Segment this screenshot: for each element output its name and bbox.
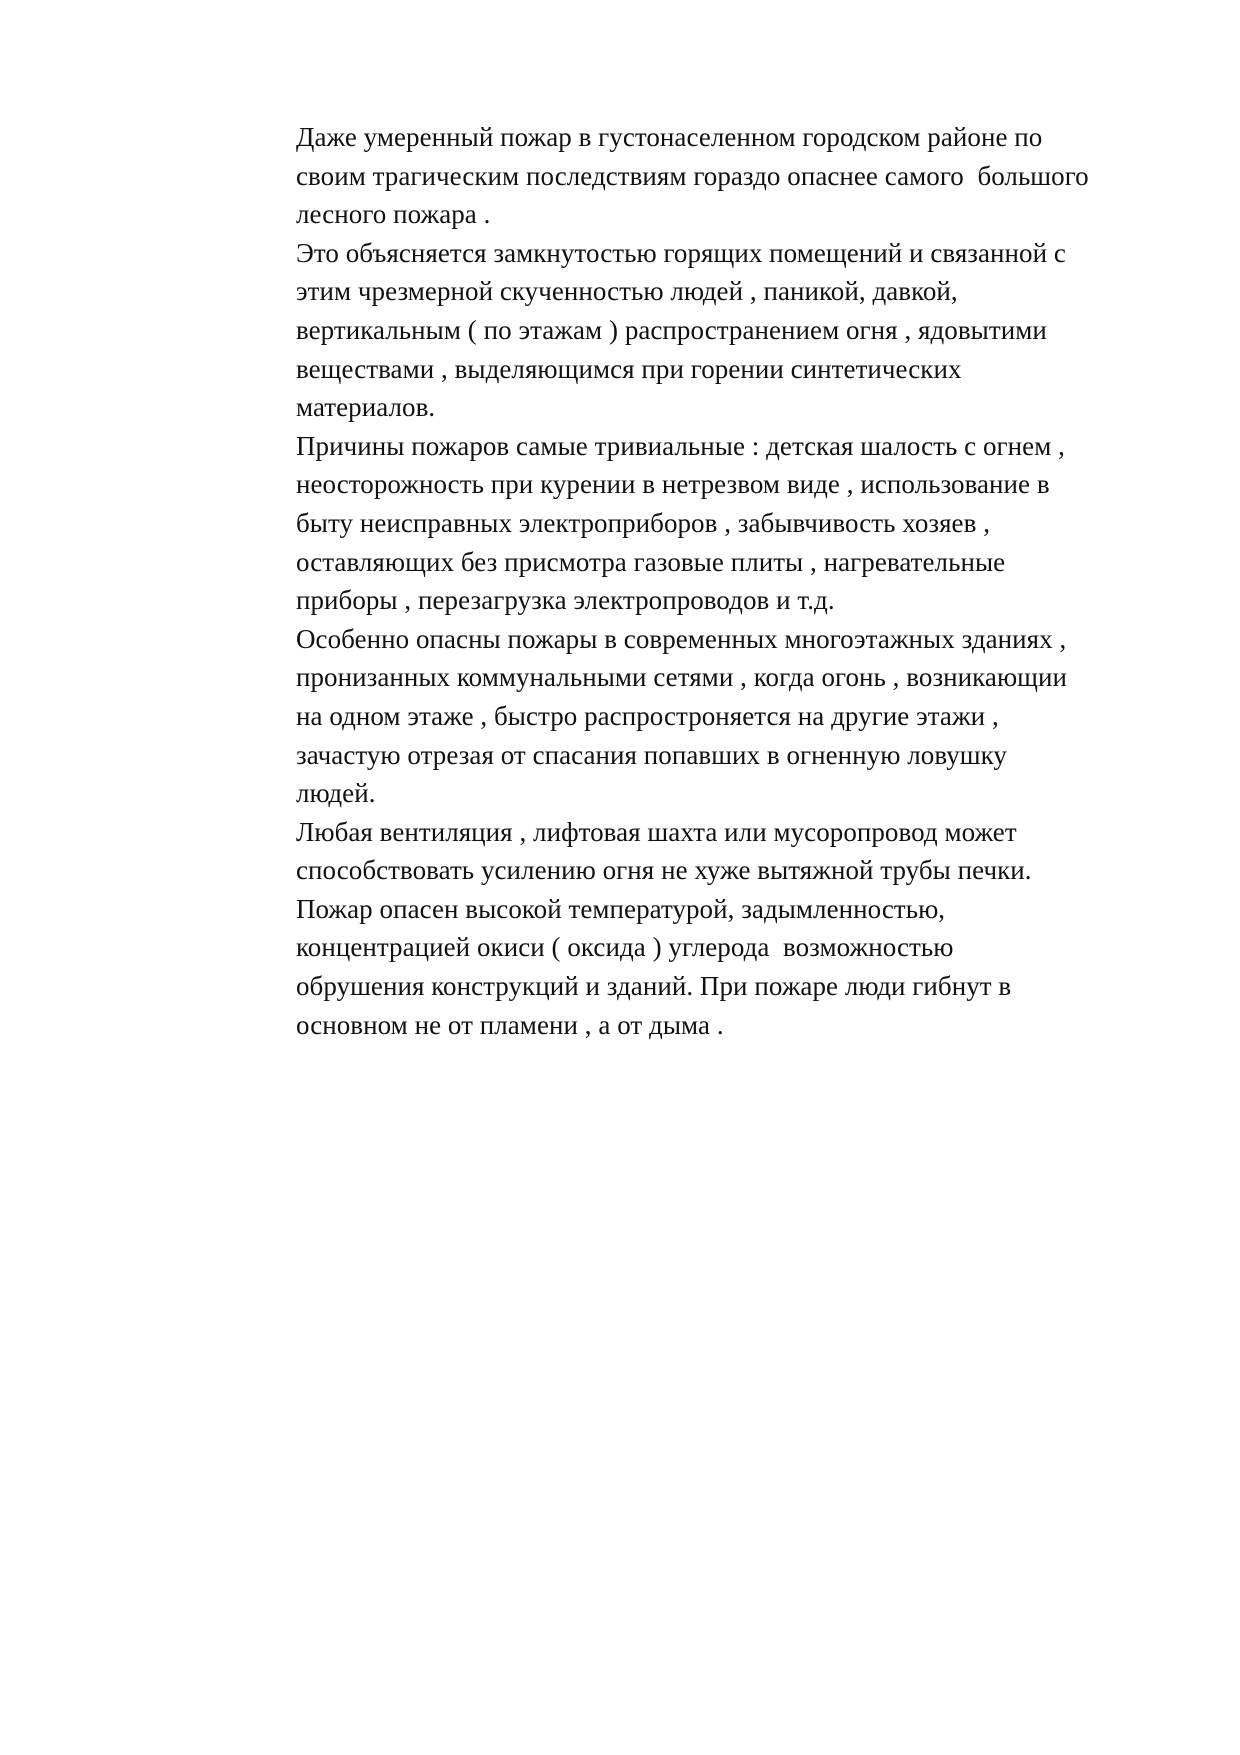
text-line: Причины пожаров самые тривиальные : детская шалость с огнем , [296, 430, 1065, 461]
text-line: приборы , перезагрузка электропроводов и т.д. [296, 585, 835, 616]
text-line: зачастую отрезая от спасания попавших в огненную ловушку [296, 739, 1007, 770]
text-line: людей. [296, 778, 376, 809]
text-line: на одном этаже , быстро распростроняется на другие этажи , [296, 700, 999, 731]
text-line: способствовать усилению огня не хуже вытяжной трубы печки. [296, 855, 1032, 886]
text-line: материалов. [296, 392, 436, 423]
text-line: Это объясняется замкнутостью горящих помещений и связанной с [296, 237, 1066, 268]
body-text [296, 118, 1196, 1044]
text-line: основном не от пламени , а от дыма . [296, 1009, 724, 1040]
text-line: неосторожность при курении в нетрезвом виде , использование в [296, 469, 1050, 500]
text-line: вертикальным ( по этажам ) распространением огня , ядовытими [296, 314, 1047, 345]
text-line: своим трагическим последствиям гораздо опаснее самого большого [296, 160, 1089, 191]
text-line: пронизанных коммунальными сетями , когда огонь , возникающии [296, 662, 1068, 693]
text-line: веществами , выделяющимся при горении синтетических [296, 353, 962, 384]
text-line: оставляющих без присмотра газовые плиты , нагревательные [296, 546, 1006, 577]
text-line: концентрацией окиси ( оксида ) углерода возможностью [296, 932, 954, 963]
text-line: быту неисправных электроприборов , забывчивость хозяев , [296, 507, 990, 538]
text-line: Даже умеренный пожар в густонаселенном городском районе по [296, 122, 1043, 152]
text-line: этим чрезмерной скученностью людей , паникой, давкой, [296, 276, 958, 307]
text-line: Пожар опасен высокой температурой, задымленностью, [296, 893, 946, 924]
text-line: Особенно опасны пожары в современных многоэтажных зданиях , [296, 623, 1067, 654]
text-line: обрушения конструкций и зданий. При пожаре люди гибнут в [296, 971, 1012, 1002]
text-line: лесного пожара . [296, 199, 491, 230]
text-line: Любая вентиляция , лифтовая шахта или мусоропровод может [296, 816, 1017, 847]
